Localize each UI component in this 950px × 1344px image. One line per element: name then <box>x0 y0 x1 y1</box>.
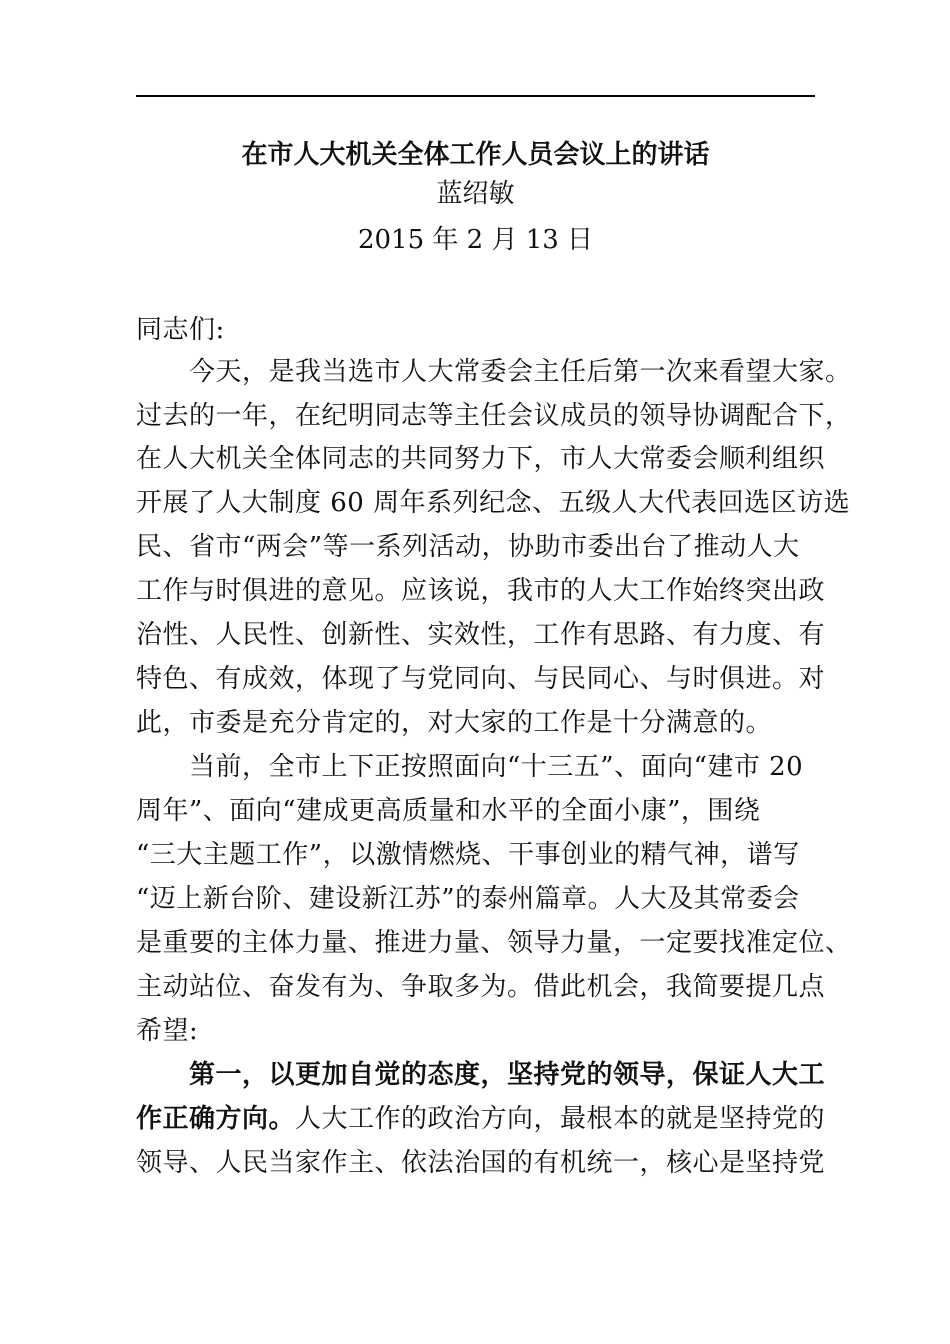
speech-date: 2015 年 2 月 13 日 <box>357 225 594 255</box>
body-line: 民、省市“两会”等一系列活动，协助市委出台了推动人大 <box>136 532 800 562</box>
body-line: 开展了人大制度 60 周年系列纪念、五级人大代表回选区访选 <box>136 488 851 518</box>
body-line: 过去的一年，在纪明同志等主任会议成员的领导协调配合下， <box>136 401 852 431</box>
body-line: 今天，是我当选市人大常委会主任后第一次来看望大家。 <box>136 357 852 387</box>
body-line: 希望: <box>136 1016 199 1046</box>
body-line-mixed <box>136 1101 836 1137</box>
body-line: 领导、人民当家作主、依法治国的有机统一，核心是坚持党 <box>136 1148 826 1178</box>
body-line: 主动站位、奋发有为、争取多为。借此机会，我简要提几点 <box>136 972 826 1002</box>
body-text: 人大工作的政治方向，最根本的就是坚持党的 <box>295 1104 826 1134</box>
body-line: 是重要的主体力量、推进力量、领导力量，一定要找准定位、 <box>136 928 852 958</box>
body-line: 此，市委是充分肯定的，对大家的工作是十分满意的。 <box>136 708 773 738</box>
body-line: 周年”、面向“建成更高质量和水平的全面小康”，围绕 <box>136 796 761 826</box>
body-line: “迈上新台阶、建设新江苏”的泰州篇章。人大及其常委会 <box>136 884 800 914</box>
body-line: 在人大机关全体同志的共同努力下，市人大常委会顺利组织 <box>136 444 826 474</box>
body-line: 当前，全市上下正按照面向“十三五”、面向“建市 20 <box>136 752 804 782</box>
header-rule <box>136 95 815 97</box>
section-heading-end: 作正确方向。 <box>136 1104 296 1134</box>
body-line: 工作与时俱进的意见。应该说，我市的人大工作始终突出政 <box>136 576 826 606</box>
body-line: 治性、人民性、创新性、实效性，工作有思路、有力度、有 <box>136 620 826 650</box>
salutation: 同志们: <box>136 315 225 345</box>
document-title: 在市人大机关全体工作人员会议上的讲话 <box>241 140 710 170</box>
section-heading: 第一，以更加自觉的态度，坚持党的领导，保证人大工 <box>136 1060 826 1090</box>
body-line: 特色、有成效，体现了与党同向、与民同心、与时俱进。对 <box>136 664 826 694</box>
author-name: 蓝绍敏 <box>436 179 515 209</box>
body-line: “三大主题工作”，以激情燃烧、干事创业的精气神，谱写 <box>136 840 800 870</box>
